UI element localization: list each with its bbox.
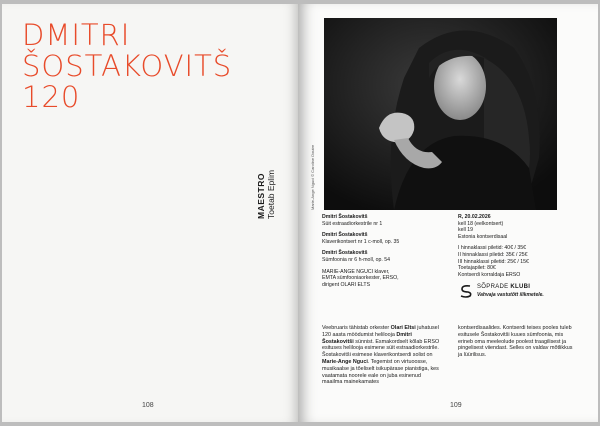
club-name-light: SÕPRADE	[477, 284, 509, 291]
body-emphasis: Dmitri Šostakovitši	[322, 331, 412, 345]
portrait-image	[324, 18, 557, 210]
program-work: Sümfoonia nr 6 h-moll, op. 54	[322, 256, 391, 263]
club-name-bold: KLUBI	[510, 284, 531, 291]
price-line: I hinnaklassi piletid: 40€ / 35€	[458, 245, 527, 252]
club-name	[477, 284, 544, 291]
series-name: MAESTRO	[256, 173, 266, 219]
performer-line: EMTA sümfooniaorkester, ERSO,	[322, 275, 399, 282]
page-title	[22, 20, 232, 113]
event-date: R, 20.02.2026	[458, 214, 491, 220]
left-page	[2, 4, 298, 422]
event-venue: Estonia kontserdisaal	[458, 233, 508, 240]
program-item	[322, 250, 447, 263]
organizer-line: Kontserdi korraldaja ERSO	[458, 271, 521, 278]
series-label	[256, 149, 276, 219]
friends-club[interactable]	[458, 284, 578, 298]
program-item	[322, 214, 447, 227]
performers	[322, 269, 447, 289]
series-subtitle: Toetab Eplim	[266, 169, 276, 219]
event-time: kell 18 (eelkontsert)	[458, 220, 504, 227]
photo-credit-text: Marie-Ange Nguci © Caroline Doutre	[310, 144, 315, 210]
body-text: . Tegemist on virtuoosse, musikaalse ja tõeliselt isikupärase pianistiga, kes vaatamata noorele eale on juba esinenud maailma mainekamates	[322, 358, 439, 386]
right-page	[298, 4, 598, 422]
body-text: juhatusel 120 aasta möödumist helilooja	[322, 325, 439, 338]
title-line: DMITRI	[22, 18, 131, 52]
title-number: 120	[22, 80, 81, 114]
page-number: 108	[142, 402, 154, 409]
price-line: III hinnaklassi piletid: 25€ / 15€	[458, 258, 529, 265]
title-line: ŠOSTAKOVITŠ	[22, 49, 233, 83]
performer-line: dirigent OLARI ELTS	[322, 281, 371, 288]
body-column-1	[322, 325, 442, 386]
program-composer: Dmitri Šostakovitš	[322, 232, 368, 239]
body-column-2: kontserdisaalides. Kontserdi teises pooles tuleb esitusele Šostakovitši kuues sümfoonia, mis erineb oma meeleolude poolest traagilisest ja pingelisest viiendast. Selles on valdav mõtlikkus ja lüürilisus.	[458, 325, 573, 359]
price-line: Toetajapilet: 80€	[458, 265, 496, 272]
body-text: sünnist. Esmakordselt kõlab ERSO esituses helilooja esimene süit estraadiorkestrile. Šostakovitši esimese klaverikontserdi solist on	[322, 338, 440, 359]
program-work: Klaverikontsert nr 1 c-moll, op. 35	[322, 238, 400, 245]
program-composer: Dmitri Šostakovitš	[322, 214, 368, 220]
event-time: kell 19	[458, 227, 473, 234]
club-tagline: Vahvaja vastutõtt ilikmetele.	[477, 291, 544, 298]
program-composer: Dmitri Šostakovitš	[322, 250, 368, 257]
program-list	[322, 214, 447, 288]
portrait-photo	[324, 18, 557, 210]
title-line	[22, 82, 232, 113]
body-text: Veebruaris tähistab orkester	[322, 325, 390, 331]
body-emphasis: Olari Eltsi	[390, 325, 416, 331]
photo-credit	[310, 144, 318, 210]
body-emphasis: Marie-Ange Nguci	[322, 358, 368, 365]
program-work: Süit estraadiorkestrile nr 1	[322, 220, 383, 227]
price-line: II hinnaklassi piletid: 35€ / 25€	[458, 251, 528, 258]
program-item	[322, 232, 447, 245]
club-logo-icon	[458, 284, 474, 298]
page-number: 109	[450, 402, 462, 409]
performer-line: MARIE-ANGE NGUCI klaver,	[322, 268, 390, 275]
event-info	[458, 214, 578, 299]
